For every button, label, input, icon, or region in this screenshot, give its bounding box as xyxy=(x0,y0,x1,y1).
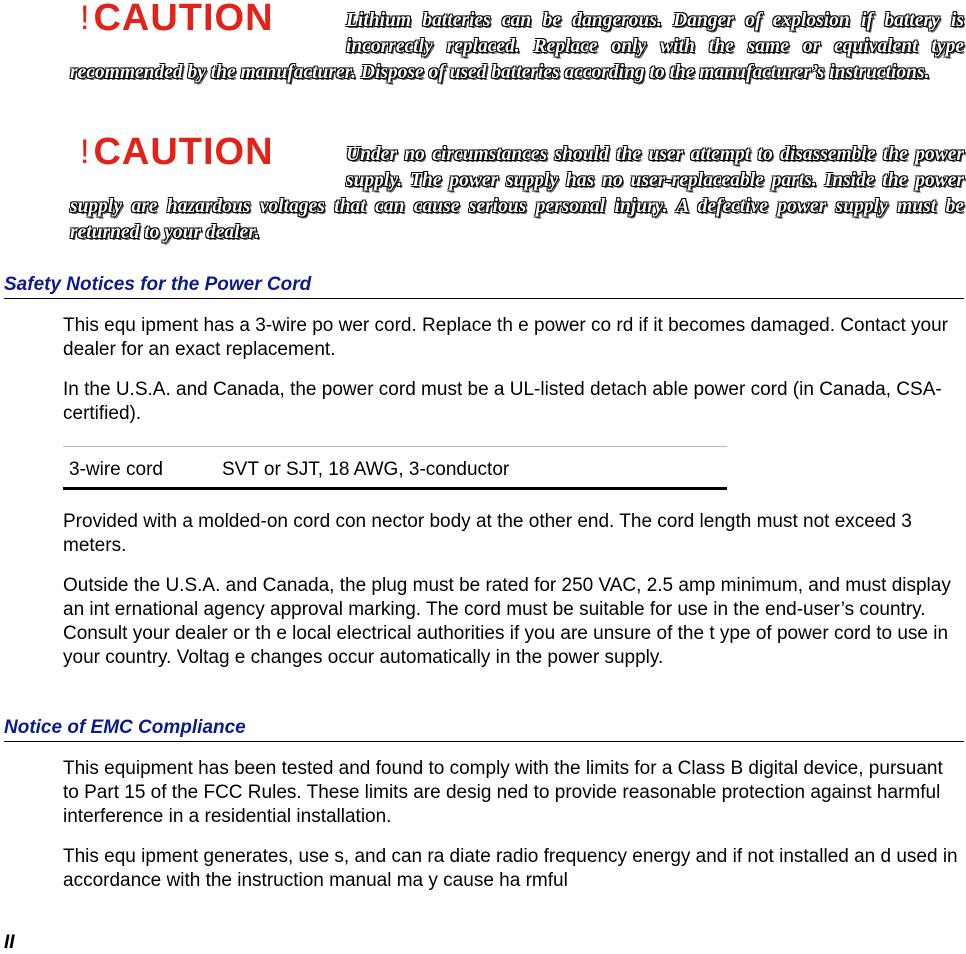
caution-label: CAUTION xyxy=(93,131,274,173)
warning-exclamation-icon: ! xyxy=(80,0,90,37)
power-cord-paragraph-2: In the U.S.A. and Canada, the power cord must be a UL-listed detach able power cord (in Canada, CSA-certified). xyxy=(63,379,942,424)
caution-label: CAUTION xyxy=(93,0,274,39)
caution-battery-text: Lithium batteries can be dangerous. Danger of explosion if battery is incorrectly replaced. Replace only with the same or equivalent type recommended by the manufacturer. Dispose of used batteries according to the manufacturer’s instructions. xyxy=(70,10,964,83)
power-cord-paragraph-3: Provided with a molded-on cord con nector body at the other end. The cord length must not exceed 3 meters. xyxy=(63,511,912,556)
power-cord-paragraph-4: Outside the U.S.A. and Canada, the plug must be rated for 250 VAC, 2.5 amp minimum, and must display an int ernational agency approval marking. The cord must be suitable for use in the end-user’s country. Consult your dealer or th e local electrical authorities if you are unsure of the t ype of power cord to use in your country. Voltag e changes occur automatically in the power supply. xyxy=(63,575,951,668)
caution-notice-power-supply xyxy=(70,131,964,246)
cord-spec-value: SVT or SJT, 18 AWG, 3-conductor xyxy=(222,459,510,480)
power-cord-paragraph-1: This equ ipment has a 3-wire po wer cord. Replace th e power co rd if it becomes damaged. Contact your dealer for an exact replacement. xyxy=(63,315,948,360)
emc-heading: Notice of EMC Compliance xyxy=(4,717,964,742)
table-bottom-rule xyxy=(63,487,727,490)
cord-spec-label: 3-wire cord xyxy=(69,459,163,480)
table-top-rule xyxy=(63,446,727,447)
warning-exclamation-icon: ! xyxy=(80,133,90,171)
cord-spec-table xyxy=(63,446,727,490)
caution-logo xyxy=(80,131,310,173)
caution-power-supply-text: Under no circumstances should the user attempt to disassemble the power supply. The power supply has no user-replaceable parts. Inside the power supply are hazardous voltages that can cause serious personal injury. A defective power supply must be returned to your dealer. xyxy=(70,144,964,243)
emc-paragraph-1: This equipment has been tested and found to comply with the limits for a Class B digital device, pursuant to Part 15 of the FCC Rules. These limits are desig ned to provide reasonable protection against harmful interference in a residential installation. xyxy=(63,758,943,827)
power-cord-heading: Safety Notices for the Power Cord xyxy=(4,274,964,299)
caution-logo xyxy=(80,0,310,39)
page-number: II xyxy=(4,932,15,953)
emc-paragraph-2: This equ ipment generates, use s, and can ra diate radio frequency energy and if not installed an d used in accordance with the instruction manual ma y cause ha rmful xyxy=(63,846,958,891)
caution-notice-battery xyxy=(70,0,964,86)
